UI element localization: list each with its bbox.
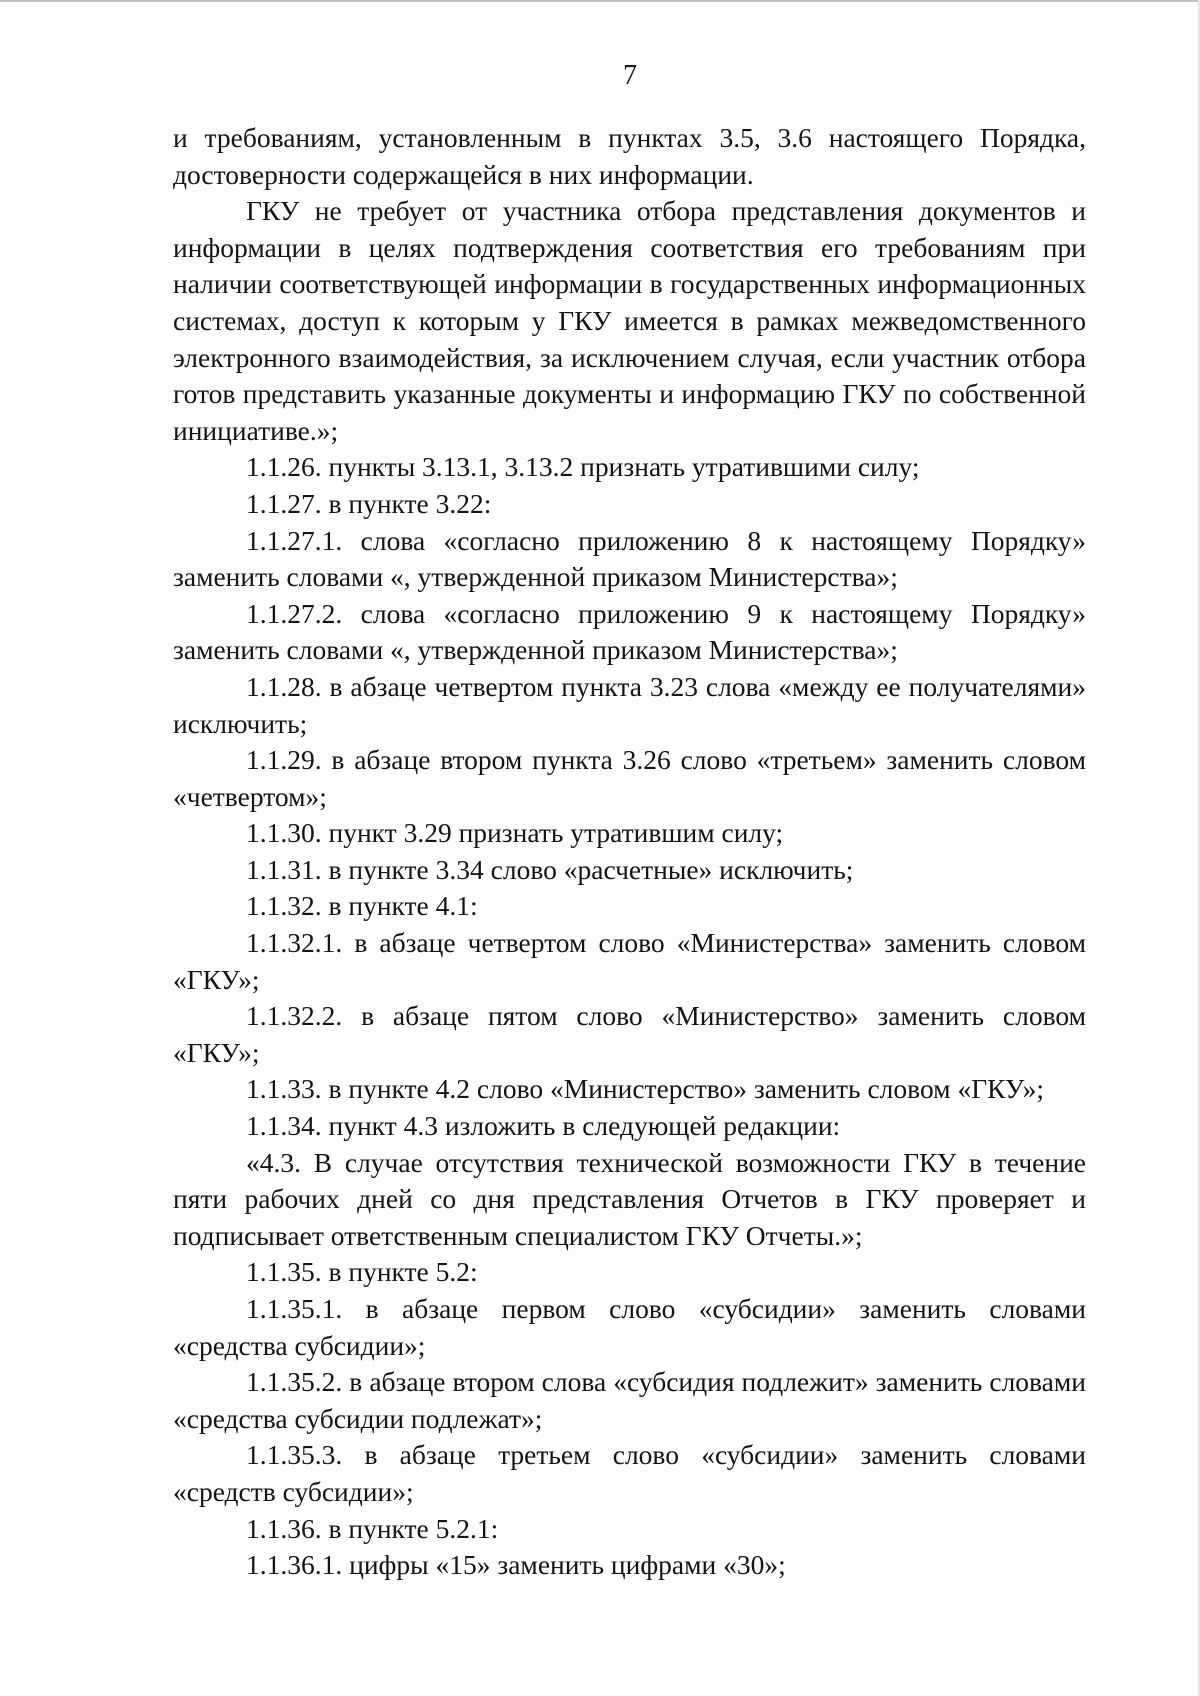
paragraph-1-1-31: 1.1.31. в пункте 3.34 слово «расчетные» исключить;: [246, 853, 854, 885]
paragraph-1-1-27-1: 1.1.27.1. слова «согласно приложению 8 к настоящему Порядку» заменить словами «, утвержденной приказом Министерства»;: [173, 524, 1086, 593]
paragraph-1-1-27-2: 1.1.27.2. слова «согласно приложению 9 к настоящему Порядку» заменить словами «, утвержденной приказом Министерства»;: [173, 597, 1086, 666]
paragraph-1-1-32-1: 1.1.32.1. в абзаце четвертом слово «Министерства» заменить словом «ГКУ»;: [173, 927, 1086, 995]
paragraph-1-1-28: 1.1.28. в абзаце четвертом пункта 3.23 слова «между ее получателями» исключить;: [173, 670, 1086, 739]
paragraph-1-1-36-1: 1.1.36.1. цифры «15» заменить цифрами «30»;: [246, 1549, 786, 1581]
paragraph-continuation: и требованиям, установленным в пунктах 3.5, 3.6 настоящего Порядка, достоверности содержащейся в них информации.: [173, 122, 1086, 190]
paragraph-gku-requirements: ГКУ не требует от участника отбора представления документов и информации в целях подтверждения соответствия его требованиям при наличии соответствующей информации в государственных информационных системах, доступ к которым у ГКУ имеется в рамках межведомственного электронного взаимодействия, за исключением случая, если участник отбора готов представить указанные документы и информацию ГКУ по собственной инициативе.»;: [173, 195, 1086, 446]
page-number: 7: [623, 60, 637, 91]
paragraph-1-1-35-1: 1.1.35.1. в абзаце первом слово «субсидии» заменить словами «средства субсидии»;: [173, 1293, 1086, 1361]
document-body: [173, 120, 1086, 1584]
paragraph-1-1-32-2: 1.1.32.2. в абзаце пятом слово «Министерство» заменить словом «ГКУ»;: [173, 1000, 1086, 1068]
paragraph-1-1-32: 1.1.32. в пункте 4.1:: [246, 890, 478, 922]
paragraph-1-1-34: 1.1.34. пункт 4.3 изложить в следующей редакции:: [246, 1110, 841, 1142]
paragraph-1-1-29: 1.1.29. в абзаце втором пункта 3.26 слово «третьем» заменить словом «четвертом»;: [173, 744, 1086, 812]
paragraph-1-1-26: 1.1.26. пункты 3.13.1, 3.13.2 признать утратившими силу;: [246, 451, 920, 483]
paragraph-1-1-27: 1.1.27. в пункте 3.22:: [246, 487, 492, 519]
paragraph-1-1-33: 1.1.33. в пункте 4.2 слово «Министерство» заменить словом «ГКУ»;: [246, 1073, 1045, 1105]
paragraph-1-1-30: 1.1.30. пункт 3.29 признать утратившим силу;: [246, 817, 784, 849]
paragraph-1-1-35-2: 1.1.35.2. в абзаце втором слова «субсидия подлежит» заменить словами «средства субсидии подлежат»;: [173, 1366, 1086, 1434]
paragraph-quote-4-3: «4.3. В случае отсутствия технической возможности ГКУ в течение пяти рабочих дней со дня представления Отчетов в ГКУ проверяет и подписывает ответственным специалистом ГКУ Отчеты.»;: [173, 1146, 1086, 1251]
scan-edge-top: [0, 0, 1200, 2]
paragraph-1-1-36: 1.1.36. в пункте 5.2.1:: [246, 1512, 499, 1544]
paragraph-1-1-35: 1.1.35. в пункте 5.2:: [246, 1256, 478, 1288]
paragraph-1-1-35-3: 1.1.35.3. в абзаце третьем слово «субсидии» заменить словами «средств субсидии»;: [173, 1439, 1086, 1507]
